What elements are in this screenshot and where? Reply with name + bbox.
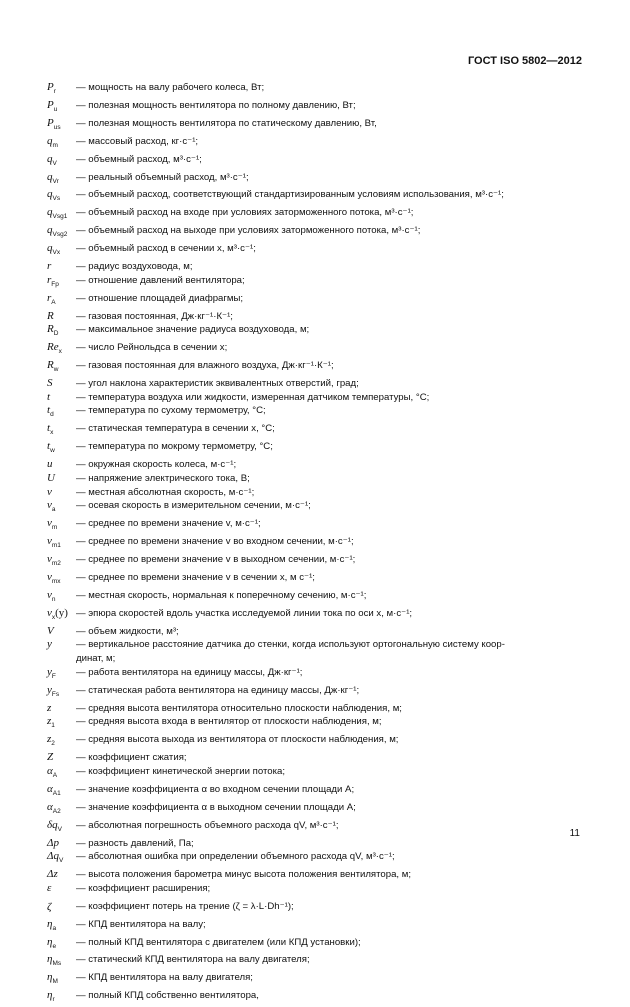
symbol: $z_2$	[47, 733, 55, 748]
symbol-row	[47, 440, 587, 458]
symbol: r	[47, 260, 52, 273]
symbol-row	[47, 882, 587, 896]
symbol-description: — значение коэффициента α во входном сечении площади A;	[76, 783, 355, 795]
symbol-description: — среднее по времени значение v в сечении x, м с⁻¹;	[76, 571, 315, 583]
symbol: z	[47, 701, 52, 714]
symbol-row	[47, 458, 587, 472]
symbol-row	[47, 341, 587, 359]
symbol-subscript: x	[50, 429, 54, 437]
symbol-subscript: 1	[51, 722, 55, 730]
symbol: $\Delta q_V$	[47, 850, 64, 865]
symbol-row	[47, 310, 587, 324]
symbol-row	[47, 323, 587, 341]
symbol-description: — окружная скорость колеса, м·с⁻¹;	[76, 459, 237, 471]
symbol: $v_a$	[47, 499, 56, 514]
symbol-subscript: V	[58, 857, 64, 865]
symbol: $v_{mx}$	[47, 570, 61, 586]
symbol-row	[47, 472, 587, 486]
symbol-subscript: 2	[51, 740, 55, 748]
symbol-description: — массовый расход, кг·с⁻¹;	[76, 135, 199, 147]
symbol: $P_{us}$	[47, 116, 61, 131]
symbol-row	[47, 638, 587, 652]
symbol-description: — среднее по времени значение v в выходном сечении, м·с⁻¹;	[76, 554, 356, 566]
symbol: $v_{m2}$	[47, 553, 61, 568]
symbol-row	[47, 765, 587, 783]
symbol-list	[47, 81, 587, 1007]
symbol-row	[47, 801, 587, 819]
symbol-description: — значение коэффициента α в выходном сечении площади A;	[76, 801, 356, 813]
symbol-description: — газовая постоянная, Дж·кг⁻¹·К⁻¹;	[76, 310, 233, 322]
symbol: $t_w$	[47, 440, 55, 455]
symbol-row	[47, 188, 587, 206]
symbol-subscript: M	[52, 978, 58, 986]
symbol-description: — газовая постоянная для влажного воздуха, Дж·кг⁻¹·К⁻¹;	[76, 360, 334, 372]
symbol: v	[47, 485, 52, 498]
symbol-description: — температура воздуха или жидкости, измеренная датчиком температуры, °С;	[76, 391, 430, 403]
symbol: Δp	[47, 836, 59, 849]
symbol-row	[47, 135, 587, 153]
symbol-row	[47, 989, 587, 1007]
symbol-row	[47, 733, 587, 751]
symbol: $q_V$	[47, 152, 57, 167]
symbol-subscript: us	[53, 124, 61, 131]
symbol-subscript: V	[57, 825, 62, 833]
symbol-description: — объемный расход на выходе при условиях заторможенного потока, м³·с⁻¹;	[76, 225, 421, 237]
symbol-row	[47, 971, 587, 989]
symbol-subscript: A	[51, 298, 56, 306]
symbol-row	[47, 99, 587, 117]
symbol-subscript: Vsg1	[52, 213, 68, 221]
symbol-row	[47, 850, 587, 868]
symbol-description: — статическая работа вентилятора на единицу массы, Дж·кг⁻¹;	[76, 684, 360, 696]
symbol-description: — угол наклона характеристик эквивалентных отверстий, град;	[76, 378, 359, 390]
symbol-row	[47, 868, 587, 882]
symbol: $\delta q_V$	[47, 818, 62, 833]
symbol-subscript: m	[52, 141, 58, 149]
symbol-row	[47, 715, 587, 733]
symbol: $v_{m1}$	[47, 535, 61, 550]
symbol-subscript: e	[52, 942, 57, 950]
symbol: $z_1$	[47, 715, 55, 730]
symbol-row	[47, 422, 587, 440]
symbol-subscript: Fs	[51, 690, 60, 698]
symbol: $P_u$	[47, 98, 58, 114]
symbol: $q_{Vx}$	[47, 242, 61, 257]
symbol-subscript: a	[51, 506, 56, 514]
symbol-row	[47, 607, 587, 625]
symbol-subscript: mx	[51, 578, 61, 586]
symbol: $v_x(y)$	[47, 606, 68, 621]
symbol-row	[47, 359, 587, 377]
symbol: $\eta_{Ms}$	[47, 953, 62, 968]
symbol-description: — работа вентилятора на единицу массы, Дж·кг⁻¹;	[76, 666, 303, 678]
symbol-description: — объемный расход, м³·с⁻¹;	[76, 153, 202, 165]
symbol-description: — высота положения барометра минус высота положения вентилятора, м;	[76, 869, 412, 881]
symbol-row	[47, 499, 587, 517]
symbol-description: — объем жидкости, м³;	[76, 625, 179, 637]
symbol-description: — осевая скорость в измерительном сечении, м·с⁻¹;	[76, 500, 311, 512]
symbol-row	[47, 517, 587, 535]
symbol: $\eta_r$	[47, 989, 55, 1004]
symbol: $v_n$	[47, 588, 56, 604]
symbol-description: — среднее по времени значение v во входном сечении, м·с⁻¹;	[76, 536, 354, 548]
symbol-row	[47, 117, 587, 135]
symbol-description: — абсолютная ошибка при определении объемного расхода qV, м³·с⁻¹;	[76, 851, 395, 863]
symbol: $y_F$	[47, 665, 56, 681]
symbol: $R_D$	[47, 323, 59, 338]
symbol-row	[47, 702, 587, 716]
symbol-row	[47, 377, 587, 391]
symbol: t	[47, 390, 51, 403]
symbol-description: — КПД вентилятора на валу двигателя;	[76, 972, 253, 984]
symbol-description: — температура по сухому термометру, °С;	[76, 405, 266, 417]
symbol-subscript: n	[51, 596, 56, 604]
symbol-description: — отношение давлений вентилятора;	[76, 274, 245, 286]
symbol-description: — температура по мокрому термометру, °С;	[76, 441, 273, 453]
symbol: $y_{Fs}$	[47, 683, 60, 698]
symbol: $\alpha_A$	[47, 764, 58, 780]
symbol-row	[47, 242, 587, 260]
symbol-row	[47, 171, 587, 189]
symbol-subscript: m1	[51, 542, 61, 550]
symbol-description: — напряжение электрического тока, В;	[76, 472, 250, 484]
symbol-subscript: Vx	[52, 249, 61, 257]
symbol: y	[47, 638, 52, 651]
symbol-description: — средняя высота вентилятора относительно плоскости наблюдения, м;	[76, 702, 402, 714]
symbol-description: — коэффициент кинетической энергии потока;	[76, 765, 286, 777]
symbol	[47, 652, 76, 666]
symbol-description: — полный КПД собственно вентилятора,	[76, 990, 259, 1002]
symbol: V	[47, 624, 54, 637]
symbol-subscript: F	[51, 673, 56, 681]
symbol-description: — мощность на валу рабочего колеса, Вт;	[76, 82, 265, 93]
symbol-description: — местная скорость, нормальная к поперечному сечению, м·с⁻¹;	[76, 589, 367, 601]
symbol: $q_{Vsg2}$	[47, 224, 68, 239]
symbol-description: — средняя высота выхода из вентилятора от плоскости наблюдения, м;	[76, 734, 399, 746]
symbol-row	[47, 391, 587, 405]
symbol-row	[47, 684, 587, 702]
symbol-row	[47, 953, 587, 971]
symbol: ε	[47, 881, 52, 894]
symbol-row	[47, 486, 587, 500]
symbol-subscript: d	[50, 411, 54, 419]
symbol-description: — статическая температура в сечении x, °С;	[76, 423, 275, 435]
symbol-subscript: a	[52, 924, 57, 932]
symbol: $t_d$	[47, 404, 54, 419]
symbol-row	[47, 625, 587, 639]
symbol: $r_A$	[47, 291, 56, 306]
symbol-row	[47, 224, 587, 242]
symbol-description: динат, м;	[76, 653, 116, 665]
symbol: $q_{Vs}$	[47, 188, 61, 203]
symbol-row	[47, 153, 587, 171]
symbol-row	[47, 936, 587, 954]
symbol-row	[47, 553, 587, 571]
symbol-row	[47, 896, 587, 918]
symbol: u	[47, 458, 53, 471]
symbol-description: — полный КПД вентилятора с двигателем (или КПД установки);	[76, 936, 361, 948]
symbol: $\eta_e$	[47, 935, 57, 950]
symbol: R	[47, 309, 54, 322]
symbol: $\eta_M$	[47, 971, 58, 986]
symbol-row	[47, 260, 587, 274]
symbol: $v_m$	[47, 517, 58, 532]
symbol-row	[47, 81, 587, 99]
symbol-description: — полезная мощность вентилятора по статическому давлению, Вт,	[76, 117, 377, 129]
symbol-description: — статический КПД вентилятора на валу двигателя;	[76, 954, 310, 966]
symbol-description: — разность давлений, Па;	[76, 837, 194, 849]
symbol-description: — абсолютная погрешность объемного расхода qV, м³·с⁻¹;	[76, 819, 339, 831]
symbol-description: — вертикальное расстояние датчика до стенки, когда используют ортогональную систему коор-	[76, 639, 505, 651]
symbol-description: — коэффициент сжатия;	[76, 752, 187, 764]
symbol-description: — объемный расход на входе при условиях заторможенного потока, м³·с⁻¹;	[76, 207, 414, 219]
symbol-description: — радиус воздуховода, м;	[76, 261, 193, 273]
symbol-subscript: r	[52, 996, 55, 1004]
symbol: S	[47, 377, 53, 390]
symbol-subscript: Vs	[52, 195, 61, 203]
page-number: 11	[569, 828, 580, 839]
symbol-row	[47, 274, 587, 292]
symbol: $\alpha_{A2}$	[47, 800, 61, 815]
symbol: $\alpha_{A1}$	[47, 782, 61, 797]
symbol: $R_w$	[47, 359, 59, 374]
symbol-description: — число Рейнольдса в сечении x;	[76, 342, 228, 354]
symbol-subscript: Vr	[52, 177, 59, 185]
symbol: $P_r$	[47, 81, 56, 96]
symbol-row	[47, 918, 587, 936]
symbol-description: — среднее по времени значение v, м·с⁻¹;	[76, 518, 261, 530]
symbol-subscript: x	[58, 348, 62, 356]
symbol-subscript: w	[50, 447, 55, 455]
document-header: ГОСТ ISO 5802—2012	[467, 55, 582, 67]
symbol-description: — коэффициент потерь на трение (ζ = λ·L·Dh⁻¹);	[76, 900, 294, 912]
symbol-row	[47, 535, 587, 553]
symbol: $Re_x$	[47, 341, 62, 356]
symbol-description: — реальный объемный расход, м³·с⁻¹;	[76, 171, 249, 183]
symbol-row	[47, 819, 587, 837]
symbol-subscript: A2	[52, 807, 61, 815]
symbol-subscript: m	[51, 524, 58, 532]
symbol-row	[47, 589, 587, 607]
symbol-subscript: A1	[52, 790, 61, 797]
symbol-subscript: V	[52, 159, 57, 167]
symbol-description: — коэффициент расширения;	[76, 882, 211, 894]
symbol-description: — максимальное значение радиуса воздуховода, м;	[76, 324, 310, 336]
symbol: ζ	[47, 900, 52, 913]
symbol: U	[47, 471, 55, 484]
symbol-subscript: u	[53, 106, 58, 114]
symbol: $q_{Vsg1}$	[47, 206, 68, 221]
symbol-row	[47, 751, 587, 765]
symbol-description: — объемный расход, соответствующий стандартизированным условиям использования, м³·с⁻¹;	[76, 189, 504, 201]
symbol: $q_{Vr}$	[47, 170, 59, 185]
symbol-row	[47, 652, 587, 666]
symbol-subscript: Fp	[51, 280, 59, 288]
symbol: $\eta_a$	[47, 917, 57, 932]
symbol-description: — КПД вентилятора на валу;	[76, 918, 206, 930]
symbol: $t_x$	[47, 422, 54, 437]
symbol-description: — средняя высота входа в вентилятор от плоскости наблюдения, м;	[76, 716, 382, 728]
symbol-subscript: Vsg2	[52, 231, 68, 239]
symbol-subscript: A	[52, 772, 58, 780]
symbol-subscript: x	[51, 613, 56, 621]
symbol-description: — объемный расход в сечении x, м³·с⁻¹;	[76, 243, 256, 255]
symbol: Z	[47, 751, 54, 764]
symbol-description: — местная абсолютная скорость, м·с⁻¹;	[76, 486, 255, 498]
symbol-row	[47, 571, 587, 589]
symbol-row	[47, 292, 587, 310]
symbol-row	[47, 666, 587, 684]
symbol-description: — эпюра скоростей вдоль участка исследуемой линии тока по оси x, м·с⁻¹;	[76, 607, 413, 619]
symbol: Δz	[47, 868, 58, 881]
symbol: $q_m$	[47, 134, 58, 149]
symbol-subscript: r	[53, 88, 56, 96]
symbol: $r_{Fp}$	[47, 273, 59, 288]
symbol-description: — отношение площадей диафрагмы;	[76, 292, 244, 304]
symbol-subscript: m2	[51, 560, 61, 568]
symbol-description: — полезная мощность вентилятора по полному давлению, Вт;	[76, 99, 356, 111]
symbol-subscript: D	[53, 330, 59, 338]
symbol-row	[47, 404, 587, 422]
symbol-subscript: w	[53, 366, 59, 374]
symbol-row	[47, 837, 587, 851]
symbol-subscript: Ms	[52, 960, 62, 968]
symbol-row	[47, 206, 587, 224]
symbol-row	[47, 783, 587, 801]
